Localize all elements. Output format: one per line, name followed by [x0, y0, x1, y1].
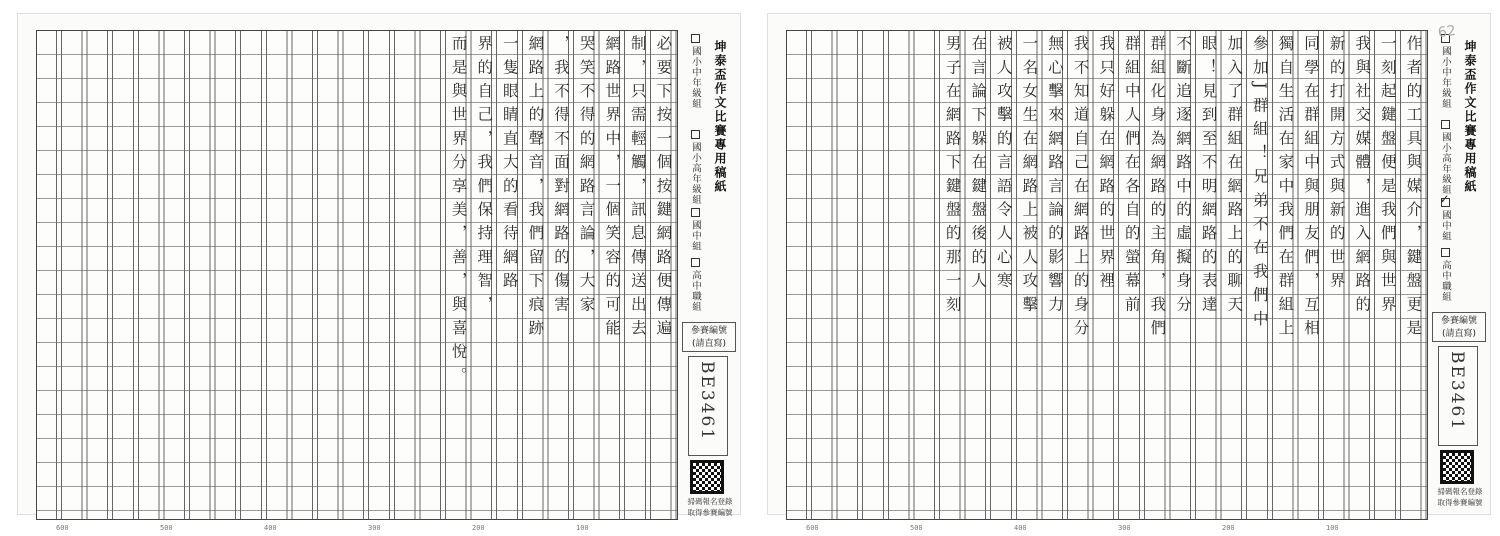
essay-column: 同學在群組中與朋友們，互相: [1302, 35, 1320, 344]
option-elementary-upper: 國小高年級組: [1438, 120, 1452, 195]
checkbox-icon: [1441, 248, 1450, 257]
qr-caption: 掃碼報名登錄 取得參賽編號: [1437, 487, 1483, 507]
qr-caption: 掃碼報名登錄 取得參賽編號: [687, 497, 733, 517]
essay-column: 必要下按一個按鍵網路便傳遍: [654, 35, 673, 344]
essay-column: 加入了群組在網路上的聊天: [1225, 35, 1244, 320]
option-elementary-middle: 國小中年級組: [688, 34, 702, 109]
pencil-annotation: 62: [1436, 22, 1457, 42]
form-sidebar: [1432, 30, 1486, 507]
essay-column: 我不知道自己在網路上的身分: [1071, 35, 1090, 344]
essay-column: 在言論下躲在鍵盤後的人: [969, 35, 988, 296]
checkbox-icon: [691, 258, 700, 267]
checkbox-icon: [1441, 120, 1450, 129]
essay-column: 不斷追逐網路中的虛擬身分: [1174, 35, 1192, 320]
participant-id: BE3461: [697, 361, 717, 442]
essay-column: 被人攻擊的言語令人心寒: [994, 35, 1013, 296]
participant-id: BE3461: [1447, 351, 1467, 432]
essay-column: 我只好躲在網路的世界裡: [1097, 35, 1116, 296]
manuscript-grid: [36, 30, 678, 520]
manuscript-grid: [786, 30, 1428, 520]
checkbox-icon: [691, 130, 700, 139]
option-senior-high: 高中職組: [688, 258, 702, 312]
column-ruler: 600 500 400 300 200 100: [806, 524, 1339, 532]
option-elementary-middle: 國小中年級組: [1438, 34, 1452, 109]
essay-column: 哭笑不得的網路言論，大家: [577, 35, 596, 320]
essay-column: 參加J群組！兄弟不在我們中: [1250, 35, 1269, 334]
essay-column: 制，只需輕觸，訊息傳送出去: [628, 35, 647, 344]
checkbox-icon: [691, 34, 700, 43]
essay-column: ，我不得不面對網路的傷害: [552, 35, 570, 320]
essay-column: 眼！見到至不明網路的表達: [1199, 35, 1218, 320]
essay-column: 界的自己，我們保持理智，: [475, 35, 494, 320]
qr-code-icon: [1440, 450, 1474, 484]
essay-column: 新的打開方式與新的世界: [1327, 35, 1346, 296]
column-ruler: 600 500 400 300 200 100: [56, 524, 589, 532]
essay-column: 而是與世界分享美，善，與喜悅。: [449, 35, 468, 391]
essay-column: 我與社交媒體，進入網路的: [1353, 35, 1372, 320]
checkbox-checked-icon: [1441, 198, 1450, 207]
id-box: [1438, 346, 1478, 446]
option-elementary-upper: 國小高年級組: [688, 130, 702, 205]
essay-page-right: [768, 14, 1490, 532]
id-label: 參賽編號 (請直寫): [1432, 312, 1486, 342]
essay-column: 群組化身為網路的主角，我們: [1148, 35, 1167, 344]
essay-column: 一刻起鍵盤便是我們與世界: [1378, 35, 1397, 320]
id-box: [688, 356, 728, 456]
option-junior-high: 國中組: [688, 208, 702, 252]
option-senior-high: 高中職組: [1438, 248, 1452, 302]
essay-column: 一名女生在網路上被人攻擊: [1020, 35, 1039, 320]
essay-column: 群組中人們在各自的螢幕前: [1122, 35, 1141, 320]
essay-column: 無心擊來網路言論的影響力: [1046, 35, 1064, 320]
option-junior-high: ✓國中組: [1438, 198, 1452, 242]
essay-column: 獨自生活在家中我們在群組上: [1276, 35, 1295, 344]
checkbox-icon: [691, 208, 700, 217]
id-label: 參賽編號 (請直寫): [682, 322, 736, 352]
form-title: 坤泰盃作文比賽專用稿紙: [713, 40, 727, 194]
essay-column: 網路世界中，一個笑容的可能: [603, 35, 622, 344]
form-title: 坤泰盃作文比賽專用稿紙: [1463, 40, 1477, 194]
essay-column: 一隻眼睛直大的看待網路: [500, 35, 519, 296]
qr-code-icon: [690, 460, 724, 494]
form-sidebar: [682, 30, 736, 517]
essay-column: 作者的工具與媒介，鍵盤更是: [1404, 35, 1423, 344]
essay-column: 男子在網路下鍵盤的那一刻: [943, 35, 962, 320]
essay-page-left: [18, 14, 740, 532]
essay-column: 網路上的聲音，我們留下痕跡: [526, 35, 545, 344]
